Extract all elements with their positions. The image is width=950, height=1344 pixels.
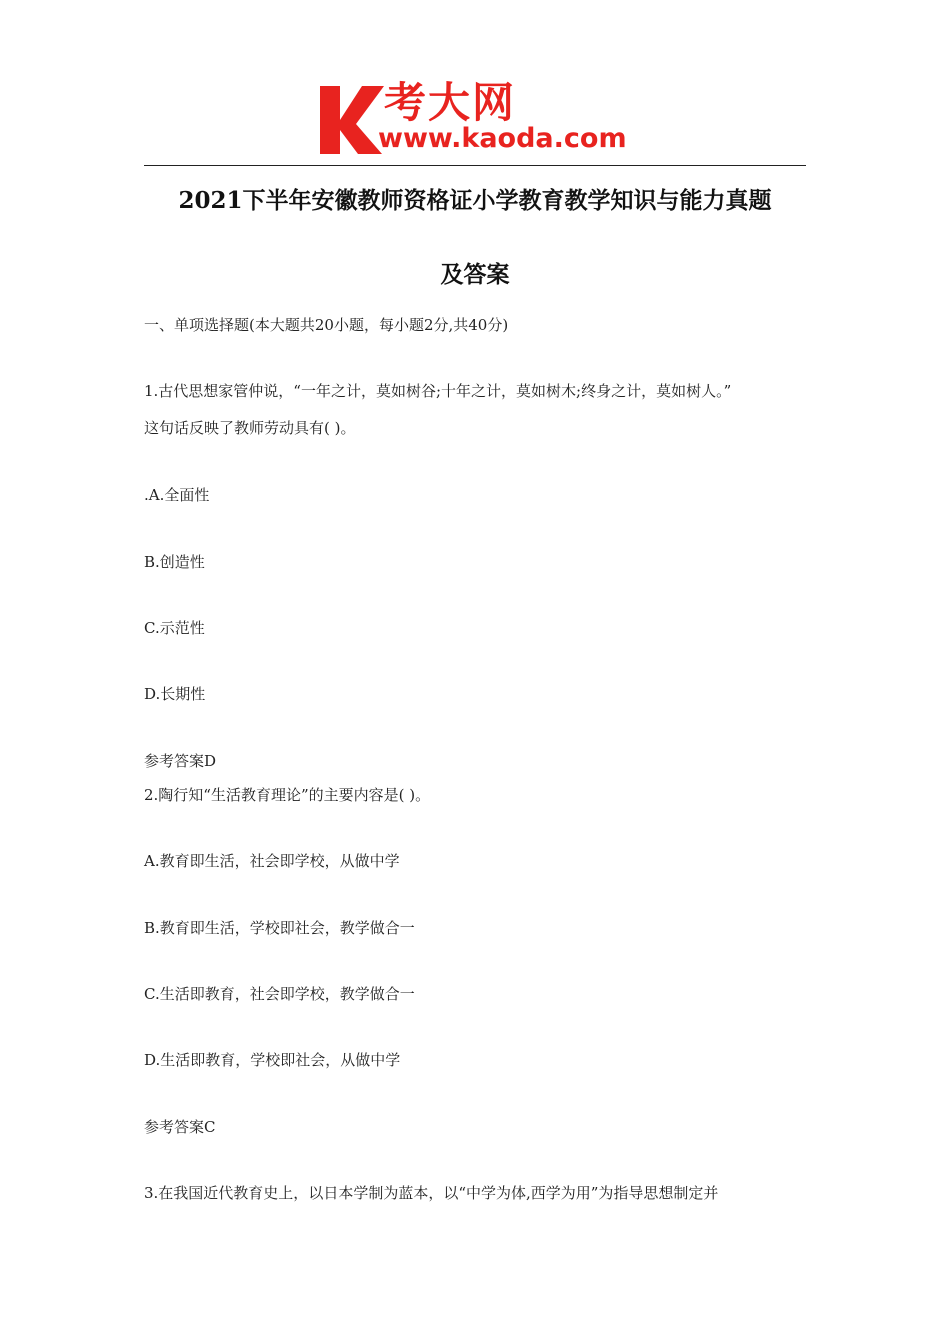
logo-url-text: www.kaoda.com	[378, 123, 627, 154]
header-divider	[144, 165, 806, 166]
document-title-line1: 2021下半年安徽教师资格证小学教育教学知识与能力真题	[178, 187, 772, 214]
q1-option-a: .A.全面性	[144, 486, 210, 504]
q1-option-c: C.示范性	[144, 619, 205, 637]
q1-option-b: B.创造性	[144, 553, 205, 571]
section-heading: 一、单项选择题(本大题共20小题，每小题2分,共40分)	[144, 316, 509, 334]
q1-stem-line2: 这句话反映了教师劳动具有( )。	[144, 419, 356, 437]
q2-option-b: B.教育即生活，学校即社会，教学做合一	[144, 919, 415, 937]
q2-option-c: C.生活即教育，社会即学校，教学做合一	[144, 985, 415, 1003]
logo-chinese-text: 考大网	[384, 78, 517, 127]
q2-option-a: A.教育即生活，社会即学校，从做中学	[144, 852, 400, 870]
q1-stem-line1: 1.古代思想家管仲说，“一年之计，莫如树谷;十年之计，莫如树木;终身之计，莫如树人。”	[144, 382, 732, 400]
q2-stem: 2.陶行知“生活教育理论”的主要内容是( )。	[144, 786, 431, 804]
q1-answer: 参考答案D	[144, 752, 217, 770]
document-title-line2: 及答案	[440, 261, 510, 288]
q2-option-d: D.生活即教育，学校即社会，从做中学	[144, 1051, 401, 1069]
q2-answer: 参考答案C	[144, 1118, 216, 1136]
q1-option-d: D.长期性	[144, 685, 206, 703]
q3-stem-line1: 3.在我国近代教育史上，以日本学制为蓝本，以“中学为体,西学为用”为指导思想制定并	[144, 1184, 719, 1202]
kaoda-logo	[318, 80, 648, 158]
